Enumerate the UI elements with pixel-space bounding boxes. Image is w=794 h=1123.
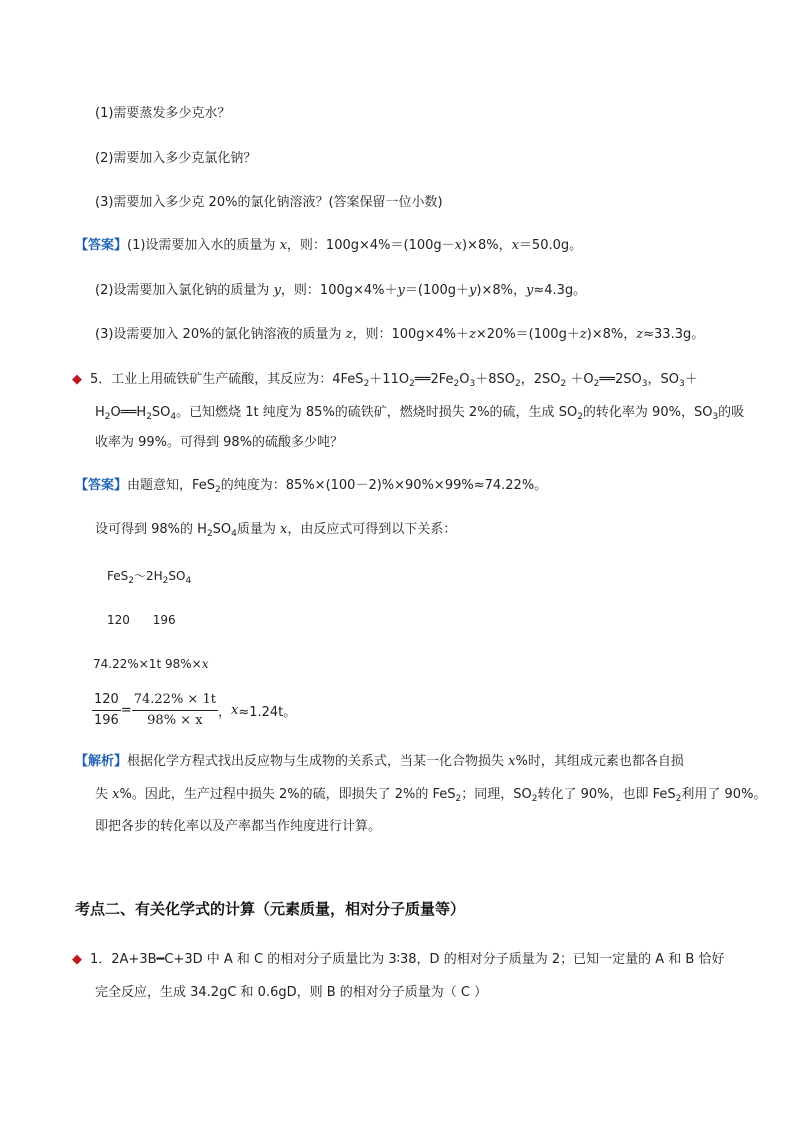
variable: x <box>508 754 516 769</box>
a4-text: ＝(100g＋ <box>404 283 470 298</box>
fraction-right <box>132 690 218 731</box>
a5-text: 的纯度为：85%×(100－2)%×90%×99%≈74.22%。 <box>220 478 548 493</box>
subscript: 2 <box>104 412 111 422</box>
variable: y <box>525 283 534 298</box>
numerator: 74.22% × 1t <box>132 690 218 711</box>
a4-text: ，则：100g×4%＋ <box>280 283 398 298</box>
subscript: 2 <box>593 379 600 389</box>
relation-text: SO <box>168 569 186 583</box>
q6-line2: 完全反应，生成 34.2gC 和 0.6gD，则 B 的相对分子质量为（ C ） <box>95 985 488 1000</box>
analysis-text: %。因此，生产过程中损失 2%的硫，即损失了 2%的 FeS <box>119 787 456 802</box>
analysis-text: 转化了 90%，也即 FeS <box>537 787 676 802</box>
a4-text: (1)设需要加入水的质量为 <box>127 238 280 253</box>
variable: x <box>201 657 209 671</box>
analysis-text: 利用了 90%。 <box>681 787 767 802</box>
variable: z <box>469 327 476 342</box>
quantity-text: 74.22%×1t 98%× <box>93 657 202 671</box>
analysis-line2 <box>95 785 766 805</box>
a5-text: 由题意知，FeS <box>127 478 216 493</box>
subscript: 4 <box>185 576 192 586</box>
q6-text: 1．2A+3B━C+3D 中 A 和 C 的相对分子质量比为 3∶38，D 的相对分子质量为 2；已知一定量的 A 和 B 恰好 <box>90 952 725 967</box>
diamond-bullet-icon: ◆ <box>72 952 82 967</box>
variable: y <box>273 283 281 298</box>
q4-part1: (1)需要蒸发多少克水？ <box>95 106 231 121</box>
relation-text: ～2H <box>133 569 163 583</box>
subscript: 2 <box>453 379 460 389</box>
q5-text: 的转化率为 90%，SO <box>582 405 713 420</box>
a5-text: ，由反应式可得到以下关系： <box>287 522 457 537</box>
analysis-text: %时，其组成元素也都各自损 <box>515 754 684 769</box>
a4-text: ≈33.3g。 <box>643 327 705 342</box>
a4-text: ≈4.3g。 <box>533 283 587 298</box>
a4-text: )×8%， <box>586 327 637 342</box>
subscript: 4 <box>170 412 177 422</box>
subscript: 2 <box>675 794 682 804</box>
q5-text: 。已知燃烧 1t 纯度为 85%的硫铁矿，燃烧时损失 2%的硫，生成 SO <box>176 405 578 420</box>
subscript: 2 <box>206 529 213 539</box>
a4-text: ，则：100g×4%＝(100g－ <box>286 238 455 253</box>
q5-text: SO <box>151 405 171 420</box>
q5-line2 <box>95 403 744 423</box>
subscript: 2 <box>455 794 462 804</box>
subscript: 2 <box>577 412 583 422</box>
result-text: ≈1.24t。 <box>238 705 297 720</box>
q4-part3: (3)需要加入多少克 20%的氯化钠溶液？(答案保留一位小数) <box>95 195 443 210</box>
variable: x <box>230 703 239 718</box>
subscript: 3 <box>469 379 476 389</box>
subscript: 2 <box>146 412 152 422</box>
q5-text: ＋O <box>566 372 594 387</box>
variable: x <box>454 238 462 253</box>
equals-sign: = <box>120 703 132 718</box>
a4-text: )×8%， <box>476 283 526 298</box>
q5-text: ，2SO <box>520 372 561 387</box>
denominator: 196 <box>94 713 119 728</box>
subscript: 3 <box>678 379 685 389</box>
a4-text: ×20%＝(100g＋ <box>475 327 580 342</box>
variable: y <box>469 283 477 298</box>
subscript: 2 <box>409 379 415 389</box>
q5-text: ＋ <box>684 372 698 387</box>
q5-line1 <box>72 370 698 390</box>
subscript: 2 <box>162 576 169 586</box>
a4-line3 <box>95 325 704 345</box>
q5-text: ══2Fe <box>414 372 454 387</box>
numerator: 120 <box>92 690 121 711</box>
a5-text: SO <box>212 522 232 537</box>
a5-text: 设可得到 98%的 H <box>95 522 207 537</box>
a5-line2 <box>95 520 456 540</box>
answer-label: 【答案】 <box>75 478 128 493</box>
a4-text: ，则：100g×4%＋ <box>352 327 470 342</box>
variable: z <box>636 327 644 342</box>
subscript: 2 <box>215 485 221 495</box>
variable: x <box>511 238 519 253</box>
analysis-line3: 即把各步的转化率以及产率都当作纯度进行计算。 <box>95 819 382 834</box>
subscript: 2 <box>531 794 538 804</box>
a4-line1 <box>75 236 582 256</box>
q5-text: O══H <box>110 405 147 420</box>
subscript: 4 <box>231 529 237 539</box>
subscript: 2 <box>560 379 567 389</box>
denominator: 98% × x <box>147 713 203 728</box>
relation-text: FeS <box>107 569 129 583</box>
a5-line1 <box>75 476 547 496</box>
q5-text: 5．工业上用硫铁矿生产硫酸，其反应为：4FeS <box>90 372 364 387</box>
subscript: 2 <box>514 379 521 389</box>
section-heading: 考点二、有关化学式的计算（元素质量，相对分子质量等） <box>75 900 466 918</box>
variable: x <box>112 787 120 802</box>
q5-text: H <box>95 405 105 420</box>
subscript: 2 <box>128 576 134 586</box>
variable: x <box>280 522 288 537</box>
a4-text: (3)设需要加入 20%的氯化钠溶液的质量为 <box>95 327 346 342</box>
analysis-text: 失 <box>95 787 113 802</box>
q4-part2: (2)需要加入多少克氯化钠？ <box>95 151 257 166</box>
a5-text: 质量为 <box>236 522 281 537</box>
variable: z <box>579 327 587 342</box>
result-text: ， <box>217 705 231 720</box>
q5-text: ，SO <box>647 372 679 387</box>
relation-line <box>107 566 191 586</box>
subscript: 3 <box>641 379 648 389</box>
variable: y <box>397 283 405 298</box>
quantities-line <box>93 654 208 674</box>
variable: x <box>279 238 287 253</box>
answer-label: 【答案】 <box>75 238 128 253</box>
subscript: 2 <box>363 379 370 389</box>
analysis-label: 【解析】 <box>75 754 128 769</box>
q6-line1 <box>72 950 724 970</box>
q5-text: ＋8SO <box>475 372 515 387</box>
q5-text: ＋11O <box>369 372 410 387</box>
diamond-bullet-icon: ◆ <box>72 372 82 387</box>
fraction-left <box>92 690 121 731</box>
q5-text: 的吸 <box>718 405 745 420</box>
variable: z <box>345 327 353 342</box>
q5-text: ══2SO <box>599 372 642 387</box>
a4-line2 <box>95 281 586 301</box>
proportion-equation <box>92 690 296 731</box>
a4-text: ＝50.0g。 <box>518 238 583 253</box>
q5-line3: 收率为 99%。可得到 98%的硫酸多少吨？ <box>95 435 344 450</box>
analysis-text: 根据化学方程式找出反应物与生成物的关系式，当某一化合物损失 <box>127 754 509 769</box>
subscript: 3 <box>712 412 719 422</box>
analysis-line1 <box>75 752 684 772</box>
relative-masses: 120 196 <box>107 613 176 627</box>
analysis-text: ；同理，SO <box>461 787 532 802</box>
a4-text: )×8%， <box>461 238 512 253</box>
q5-text: O <box>459 372 470 387</box>
a4-text: (2)设需要加入氯化钠的质量为 <box>95 283 274 298</box>
